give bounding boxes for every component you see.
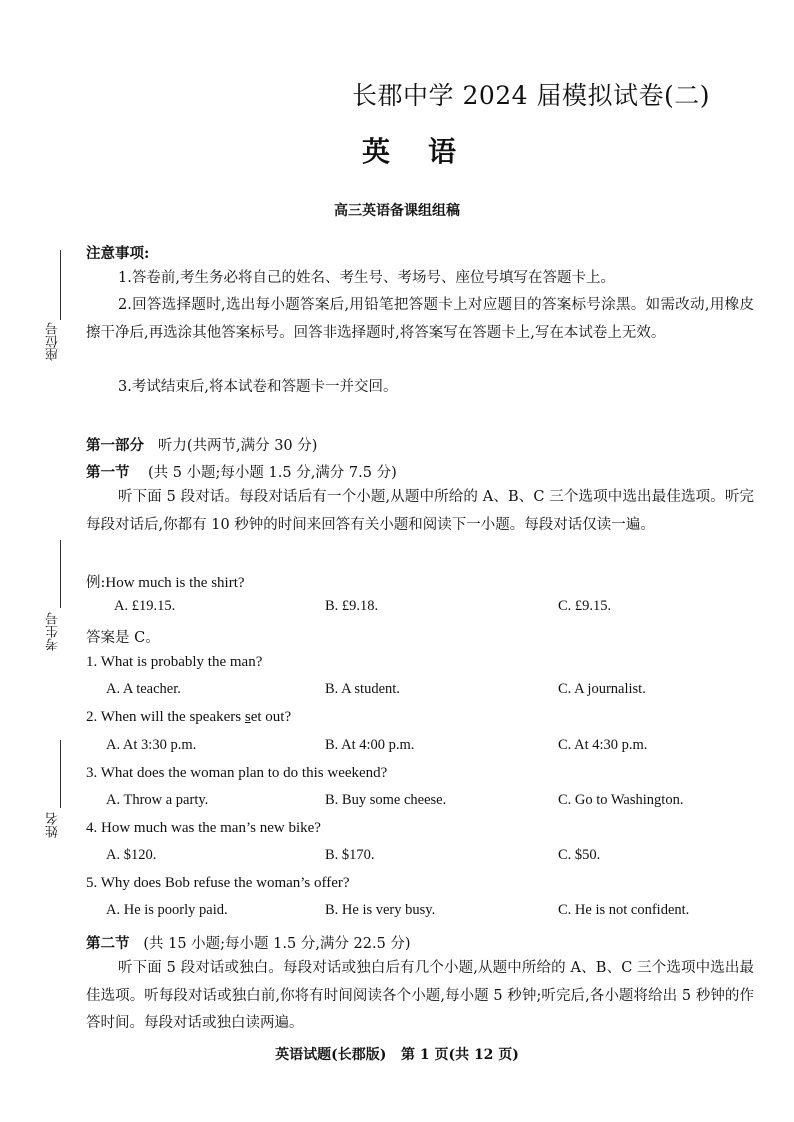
section2-desc: (共 15 小题;每小题 1.5 分,满分 22.5 分) [143,936,411,952]
compiler-line: 高三英语备课组组稿 [334,203,460,219]
section2-heading [86,932,411,953]
question-5-option-c: C. He is not confident. [558,902,690,918]
question-2-option-c: C. At 4:30 p.m. [558,737,648,753]
seat-label: 座位号 [46,322,61,361]
question-1-stem: 1. What is probably the man? [86,654,263,670]
section2-label: 第二节 [86,935,130,952]
question-4-option-b: B. $170. [325,847,375,863]
section1-label: 第一节 [86,464,130,481]
question-3-option-b: B. Buy some cheese. [325,792,447,808]
notice-item-2: 2.回答选择题时,选出每小题答案后,用铅笔把答题卡上对应题目的答案标号涂黑。如需改动,用橡皮擦干净后,再选涂其他答案标号。回答非选择题时,将答案写在答题卡上,写在本试卷上无效。 [86,297,754,341]
question-4-option-a: A. $120. [106,847,157,863]
question-2-stem-start: 2. When will the speakers [86,709,245,725]
question-3-stem: 3. What does the woman plan to do this weekend? [86,765,388,781]
section1-desc: (共 5 小题;每小题 1.5 分,满分 7.5 分) [147,465,397,481]
question-2-stem [86,709,291,726]
question-3-option-c: C. Go to Washington. [558,792,684,808]
part1-heading [86,434,317,455]
name-label: 姓名 [46,812,61,838]
question-2-option-b: B. At 4:00 p.m. [325,737,415,753]
section1-instruction: 听下面 5 段对话。每段对话后有一个小题,从题中所给的 A、B、C 三个选项中选出最佳选项。听完每段对话后,你都有 10 秒钟的时间来回答有关小题和阅读下一小题。每段对话仅读一遍。 [86,489,754,533]
footer-page-number: 第 1 页(共 12 页) [400,1047,519,1063]
question-2-option-a: A. At 3:30 p.m. [106,737,197,753]
question-5-stem: 5. Why does Bob refuse the woman’s offer? [86,875,350,891]
question-3-option-a: A. Throw a party. [106,792,209,808]
section1-heading [86,461,397,482]
question-1-option-a: A. A teacher. [106,681,181,697]
question-4-option-c: C. $50. [558,847,601,863]
exam-no-line [60,540,61,608]
notice-item-1: 1.答卷前,考生务必将自己的姓名、考生号、考场号、座位号填写在答题卡上。 [118,270,615,286]
example-option-b: B. £9.18. [325,598,379,614]
section2-instruction: 听下面 5 段对话或独白。每段对话或独白后有几个小题,从题中所给的 A、B、C 三个选项中选出最佳选项。听每段对话或独白前,你将有时间阅读各个小题,每小题 5 秒钟;听完后,各小题将给出 5 秒钟的作答时间。每段对话或独白读两遍。 [86,960,754,1031]
question-1-option-c: C. A journalist. [558,681,646,697]
name-line [60,740,61,808]
example-option-c: C. £9.15. [558,598,612,614]
footer-text: 英语试题(长郡版) [275,1047,387,1063]
question-4-stem: 4. How much was the man’s new bike? [86,820,321,836]
exam-no-label: 考生号 [46,612,61,651]
example-option-a: A. £19.15. [114,598,176,614]
part1-desc: 听力(共两节,满分 30 分) [157,438,318,454]
question-2-stem-underlined: s [244,709,251,725]
example-stem: How much is the shirt? [105,575,245,591]
question-5-option-b: B. He is very busy. [325,902,436,918]
part1-label: 第一部分 [86,437,144,454]
example-question [86,571,245,592]
question-5-option-a: A. He is poorly paid. [106,902,228,918]
example-prefix: 例: [86,575,106,591]
seat-line [60,250,61,320]
question-1-option-b: B. A student. [325,681,400,697]
question-2-stem-end: et out? [250,709,292,725]
notice-item-3: 3.考试结束后,将本试卷和答题卡一并交回。 [118,379,398,395]
example-answer: 答案是 C。 [86,630,160,646]
notice-title: 注意事项: [86,245,150,262]
subject-title: 英语 [362,135,495,168]
page-footer [0,1044,794,1064]
exam-title: 长郡中学 2024 届模拟试卷(二) [352,81,711,110]
